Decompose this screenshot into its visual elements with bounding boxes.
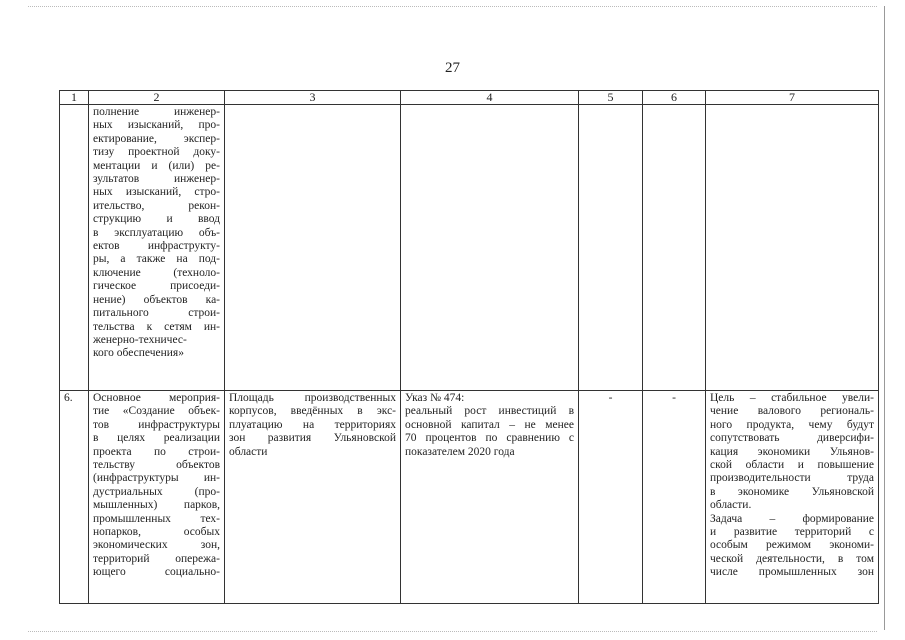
decree-cell xyxy=(401,105,579,391)
page-edge-bottom xyxy=(28,631,877,632)
text-line: экономических зон, xyxy=(93,539,220,552)
header-cell: 2 xyxy=(89,91,225,105)
table-row xyxy=(60,391,879,604)
text-line: ектов инфраструкту- xyxy=(93,240,220,253)
header-cell: 7 xyxy=(706,91,879,105)
text-line: особым режимом экономи- xyxy=(710,539,874,552)
header-cell: 6 xyxy=(643,91,706,105)
text-line: ской области и повышение xyxy=(710,459,874,472)
table-row xyxy=(60,105,879,391)
text-line: Задача – формирование xyxy=(710,512,874,525)
text-line: женерно-техничес- xyxy=(93,333,187,346)
indicator-cell xyxy=(225,391,401,604)
value-cell xyxy=(643,105,706,391)
text-line: плуатацию на территориях xyxy=(229,418,396,431)
text-line: Указ № 474: xyxy=(405,392,465,404)
text-line: территорий опережа- xyxy=(93,552,220,565)
text-line: нение) объектов ка- xyxy=(93,293,220,306)
page-edge-right xyxy=(884,6,885,630)
text-line: сопутствовать диверсифи- xyxy=(710,432,874,445)
text-line: основной капитал – не менее xyxy=(405,418,574,431)
text-line: в эксплуатацию объ- xyxy=(93,226,220,239)
header-cell: 3 xyxy=(225,91,401,105)
text-line: ческой деятельности, в том xyxy=(710,552,874,565)
text-line: питального строи- xyxy=(93,307,220,320)
text-line: чение валового региональ- xyxy=(710,405,874,418)
text-line: тизу проектной доку- xyxy=(93,146,220,159)
text-line: показателем 2020 года xyxy=(405,445,515,458)
text-line: Основное мероприя- xyxy=(93,392,220,404)
dash-value: - xyxy=(672,392,676,404)
text-line: ющего социально- xyxy=(93,566,220,579)
text-line: тие «Создание объек- xyxy=(93,405,220,418)
text-line: ных изысканий, стро- xyxy=(93,186,220,199)
activity-cell xyxy=(89,391,225,604)
text-line: ектирование, экспер- xyxy=(93,132,220,145)
text-line: реальный рост инвестиций в xyxy=(405,405,574,418)
text-line: ного продукта, чему будут xyxy=(710,418,874,431)
text-line: зон развития Ульяновской xyxy=(229,432,396,445)
header-row xyxy=(60,91,879,105)
text-line: ключение (техноло- xyxy=(93,266,220,279)
text-line: 70 процентов по сравнению с xyxy=(405,432,574,445)
header-cell: 1 xyxy=(60,91,89,105)
text-line: струкцию и ввод xyxy=(93,213,220,226)
text-line: Площадь производственных xyxy=(229,392,396,404)
text-line: тельству объектов xyxy=(93,459,220,472)
value-cell xyxy=(579,105,643,391)
row-number-cell xyxy=(60,105,89,391)
text-line: числе промышленных зон xyxy=(710,566,874,579)
text-line: проекта по строи- xyxy=(93,445,220,458)
text-line: кация экономики Ульянов- xyxy=(710,445,874,458)
text-line: промышленных тех- xyxy=(93,512,220,525)
text-line: ментации и (или) ре- xyxy=(93,159,220,172)
goal-cell xyxy=(706,105,879,391)
page-number: 27 xyxy=(445,60,460,76)
text-line: ры, а также на под- xyxy=(93,253,220,266)
text-line: в экономике Ульяновской xyxy=(710,485,874,498)
row-number-cell: 6. xyxy=(60,391,89,604)
text-line: Цель – стабильное увели- xyxy=(710,392,874,404)
text-line: в целях реализации xyxy=(93,432,220,445)
text-line: области xyxy=(229,445,268,458)
activity-cell xyxy=(89,105,225,391)
value-cell xyxy=(579,391,643,604)
text-line: области. xyxy=(710,499,752,512)
decree-cell xyxy=(401,391,579,604)
text-line: тов инфраструктуры xyxy=(93,418,220,431)
text-line: тельства к сетям ин- xyxy=(93,320,220,333)
text-line: корпусов, введённых в экс- xyxy=(229,405,396,418)
text-line: полнение инженер- xyxy=(93,106,220,118)
dash-value: - xyxy=(608,392,613,404)
text-line: мышленных) парков, xyxy=(93,499,220,512)
page-edge-top xyxy=(28,6,877,7)
text-line: дустриальных (про- xyxy=(93,485,220,498)
value-cell xyxy=(643,391,706,604)
text-line: ных изысканий, про- xyxy=(93,119,220,132)
text-line: и развитие территорий с xyxy=(710,526,874,539)
header-cell: 4 xyxy=(401,91,579,105)
header-cell: 5 xyxy=(579,91,643,105)
text-line: (инфраструктуры ин- xyxy=(93,472,220,485)
goal-cell xyxy=(706,391,879,604)
text-line: кого обеспечения» xyxy=(93,347,184,360)
text-line: зультатов инженер- xyxy=(93,173,220,186)
text-line: нопарков, особых xyxy=(93,526,220,539)
text-line: гическое присоеди- xyxy=(93,280,220,293)
text-line: ительство, рекон- xyxy=(93,199,220,212)
indicator-cell xyxy=(225,105,401,391)
program-table xyxy=(59,90,879,604)
text-line: производительности труда xyxy=(710,472,874,485)
